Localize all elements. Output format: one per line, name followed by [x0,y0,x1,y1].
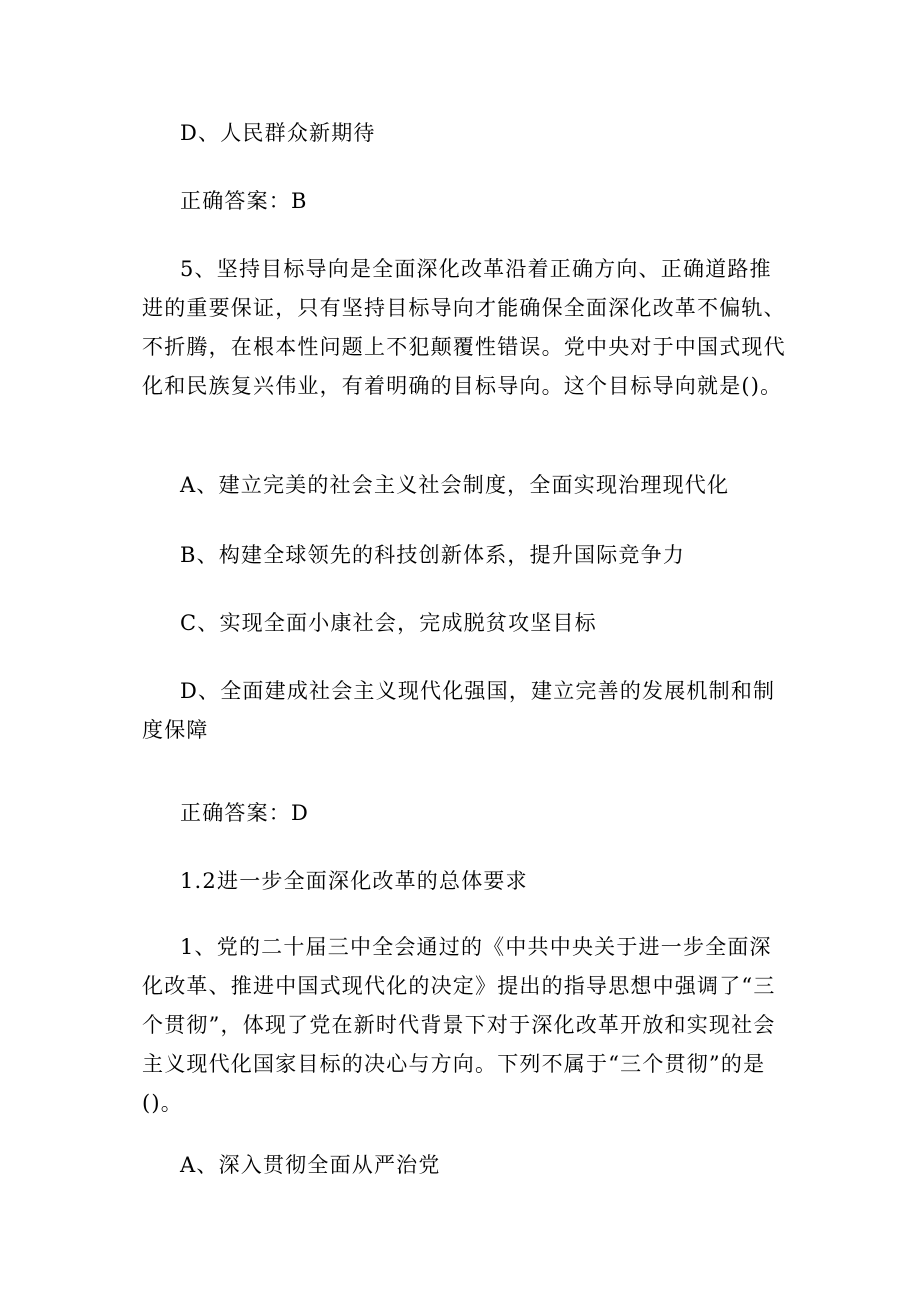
section-heading: 1.2进一步全面深化改革的总体要求 [180,869,528,893]
s2-q1-option-a: A、深入贯彻全面从严治党 [180,1153,441,1177]
q5-answer: 正确答案：D [180,801,310,825]
q5-option-b: B、构建全球领先的科技创新体系，提升国际竞争力 [180,543,686,567]
q5-stem: 5、坚持目标导向是全面深化改革沿着正确方向、正确道路推进的重要保证，只有坚持目标导向才能确保全面深化改革不偏轨、不折腾，在根本性问题上不犯颠覆性错误。党中央对于中国式现代化和民族复兴伟业，有着明确的目标导向。这个目标导向就是()。 [142,257,786,398]
s2-q1-stem: 1、党的二十届三中全会通过的《中共中央关于进一步全面深化改革、推进中国式现代化的决定》提出的指导思想中强调了“三个贯彻”，体现了党在新时代背景下对于深化改革开放和实现社会主义现代化国家目标的决心与方向。下列不属于“三个贯彻”的是()。 [142,935,776,1115]
q4-answer: 正确答案：B [180,189,308,213]
q5-option-d: D、全面建成社会主义现代化强国，建立完善的发展机制和制度保障 [142,679,776,742]
q5-option-a: A、建立完美的社会主义社会制度，全面实现治理现代化 [180,473,730,497]
q5-option-c: C、实现全面小康社会，完成脱贫攻坚目标 [180,611,597,635]
q4-option-d: D、人民群众新期待 [180,121,376,145]
